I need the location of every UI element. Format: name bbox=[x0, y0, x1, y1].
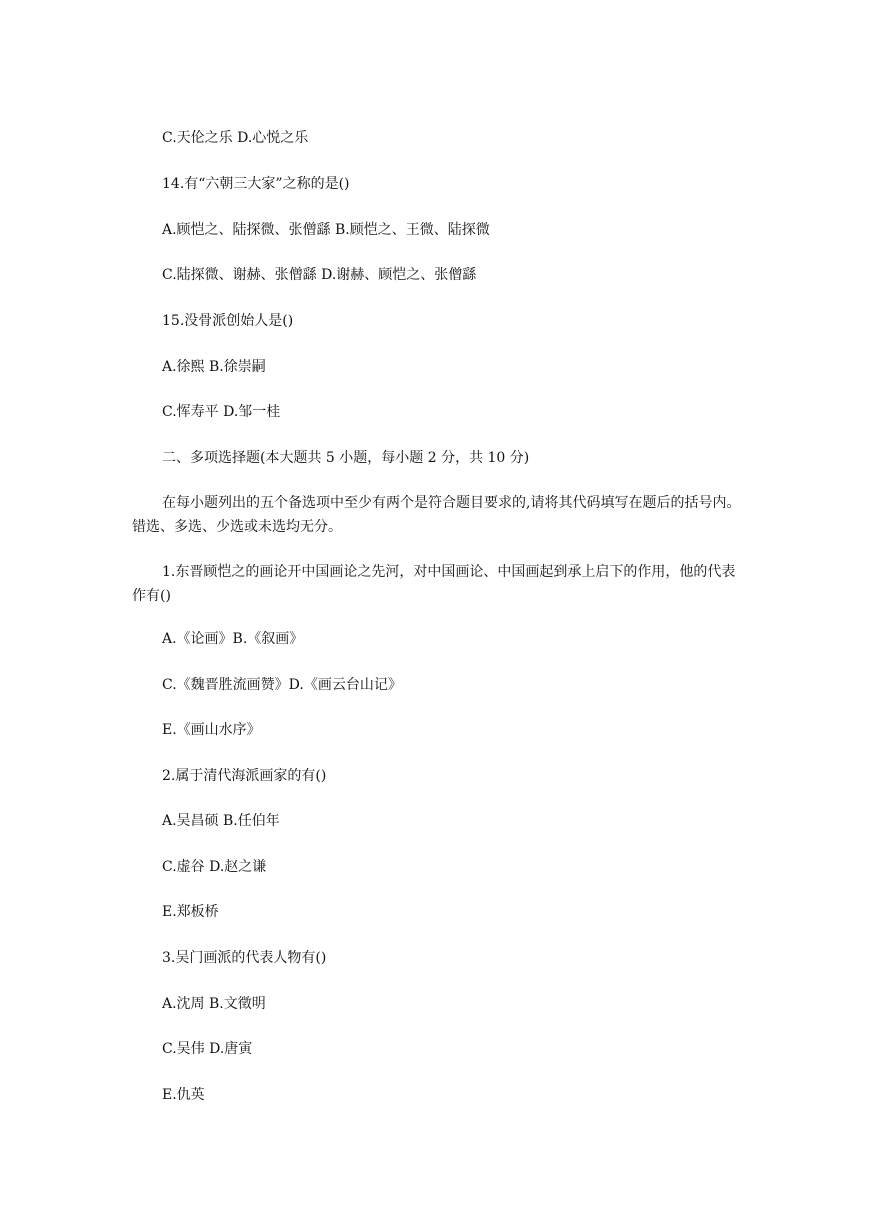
option-line: C.吴伟 D.唐寅 bbox=[162, 1041, 253, 1057]
question-2: 2.属于清代海派画家的有() bbox=[162, 768, 327, 784]
option-line: E.仇英 bbox=[162, 1087, 205, 1103]
option-line: A.吴昌硕 B.任伯年 bbox=[162, 813, 280, 829]
option-line: C.陆探微、谢赫、张僧繇 D.谢赫、顾恺之、张僧繇 bbox=[162, 267, 477, 283]
question-1: 1.东晋顾恺之的画论开中国画论之先河，对中国画论、中国画起到承上启下的作用，他的代表作有() bbox=[132, 564, 736, 604]
option-line: A.沈周 B.文徵明 bbox=[162, 996, 266, 1012]
option-line: A.《论画》B.《叙画》 bbox=[162, 631, 304, 647]
option-line: A.顾恺之、陆探微、张僧繇 B.顾恺之、王微、陆探微 bbox=[162, 222, 490, 238]
option-line: C.天伦之乐 D.心悦之乐 bbox=[162, 130, 309, 146]
option-line: C.恽寿平 D.邹一桂 bbox=[162, 404, 281, 420]
section-heading: 二、多项选择题(本大题共 5 小题，每小题 2 分，共 10 分) bbox=[162, 450, 530, 466]
question-3: 3.吴门画派的代表人物有() bbox=[162, 950, 327, 966]
option-line: E.《画山水序》 bbox=[162, 722, 261, 738]
option-line: A.徐熙 B.徐崇嗣 bbox=[162, 359, 266, 375]
section-instructions: 在每小题列出的五个备选项中至少有两个是符合题目要求的,请将其代码填写在题后的括号内。错选、多选、少选或未选均无分。 bbox=[132, 495, 741, 535]
question-14: 14.有“六朝三大家”之称的是() bbox=[162, 176, 350, 192]
option-line: C.《魏晋胜流画赞》D.《画云台山记》 bbox=[162, 677, 402, 693]
question-15: 15.没骨派创始人是() bbox=[162, 313, 294, 329]
option-line: E.郑板桥 bbox=[162, 904, 219, 920]
option-line: C.虚谷 D.赵之谦 bbox=[162, 859, 267, 875]
